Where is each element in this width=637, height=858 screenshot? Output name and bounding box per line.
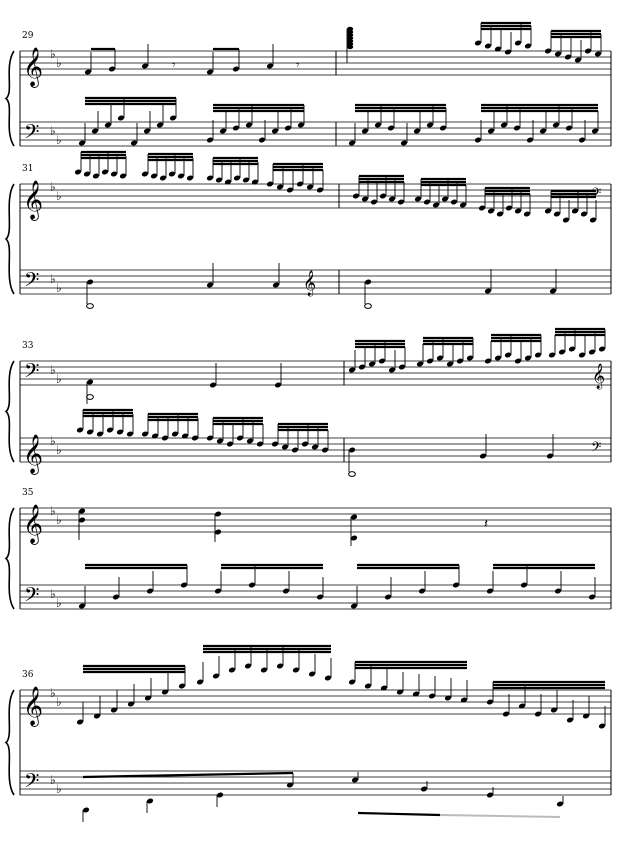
- note-head: [87, 395, 94, 400]
- bass-clef-change-icon: 𝄢: [591, 439, 602, 458]
- key-signature-flat-icon: ♭: [56, 695, 62, 709]
- key-signature-flat-icon: ♭: [50, 47, 56, 61]
- key-signature-flat-icon: ♭: [50, 272, 56, 286]
- treble-clef-icon: 𝄞: [23, 434, 44, 474]
- key-signature-flat-icon: ♭: [50, 587, 56, 601]
- note-head: [87, 304, 94, 309]
- measure-number: 33: [22, 341, 34, 351]
- key-signature-flat-icon: ♭: [56, 189, 62, 203]
- system-1: [6, 23, 611, 148]
- key-signature-flat-icon: ♭: [56, 133, 62, 147]
- treble-clef-icon: 𝄞: [23, 686, 44, 726]
- system-3: [6, 329, 611, 476]
- key-signature-flat-icon: ♭: [50, 124, 56, 138]
- grand-staff-brace: [6, 51, 14, 146]
- bass-clef-icon: 𝄢: [24, 359, 40, 387]
- bass-clef-icon: 𝄢: [24, 583, 40, 611]
- treble-clef-change-icon: 𝄞: [303, 271, 317, 296]
- key-signature-flat-icon: ♭: [56, 281, 62, 295]
- key-signature-flat-icon: ♭: [56, 56, 62, 70]
- key-signature-flat-icon: ♭: [56, 443, 62, 457]
- key-signature-flat-icon: ♭: [50, 434, 56, 448]
- note-head: [349, 472, 356, 477]
- grand-staff-brace: [6, 184, 14, 294]
- key-signature-flat-icon: ♭: [56, 596, 62, 610]
- key-signature-flat-icon: ♭: [50, 363, 56, 377]
- eighth-rest-icon: 𝄾: [296, 58, 300, 73]
- bass-clef-icon: 𝄢: [24, 120, 40, 148]
- note-beam: [83, 773, 293, 777]
- treble-clef-icon: 𝄞: [23, 180, 44, 220]
- system-4: [6, 488, 611, 611]
- key-signature-flat-icon: ♭: [56, 513, 62, 527]
- key-signature-flat-icon: ♭: [50, 686, 56, 700]
- treble-clef-icon: 𝄞: [23, 47, 44, 87]
- key-signature-flat-icon: ♭: [50, 180, 56, 194]
- quarter-rest-icon: 𝄽: [484, 517, 488, 532]
- measure-number: 29: [22, 31, 34, 41]
- system-2: [6, 152, 611, 308]
- bass-clef-change-icon: 𝄢: [591, 185, 602, 204]
- key-signature-flat-icon: ♭: [50, 504, 56, 518]
- note-head: [347, 27, 353, 31]
- eighth-rest-icon: 𝄾: [172, 58, 176, 73]
- system-5: [6, 646, 611, 822]
- note-beam: [440, 815, 560, 817]
- measure-number: 35: [22, 488, 34, 498]
- grand-staff-brace: [6, 508, 14, 609]
- key-signature-flat-icon: ♭: [56, 372, 62, 386]
- key-signature-flat-icon: ♭: [56, 782, 62, 796]
- measure-number: 36: [22, 670, 34, 680]
- note-beam: [358, 813, 440, 815]
- grand-staff-brace: [6, 690, 14, 795]
- note-head: [365, 304, 372, 309]
- bass-clef-icon: 𝄢: [24, 268, 40, 296]
- grand-staff-brace: [6, 361, 14, 462]
- treble-clef-change-icon: 𝄞: [592, 364, 606, 389]
- measure-number: 31: [22, 164, 34, 174]
- treble-clef-icon: 𝄞: [23, 504, 44, 544]
- bass-clef-icon: 𝄢: [24, 769, 40, 797]
- key-signature-flat-icon: ♭: [50, 773, 56, 787]
